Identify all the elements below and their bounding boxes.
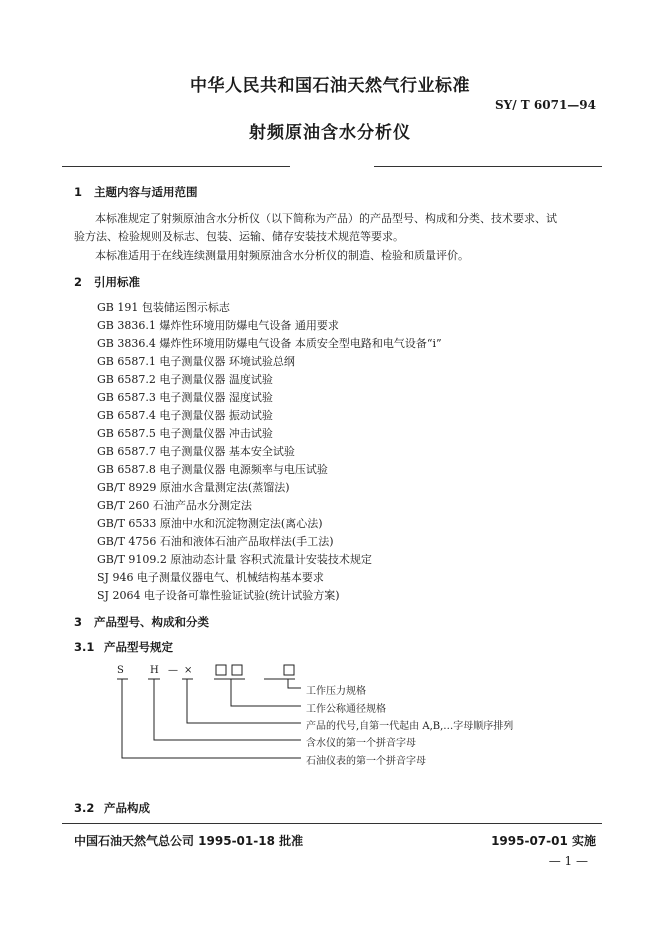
code-letter-h: H — [150, 665, 159, 676]
code-box — [216, 665, 226, 675]
reference-item: GB 6587.5 电子测量仪器 冲击试验 — [97, 427, 273, 440]
label-petroleum-instrument-letter: 石油仪表的第一个拼音字母 — [306, 756, 426, 767]
section-1-para-1-line-1: 本标准规定了射频原油含水分析仪（以下简称为产品）的产品型号、构成和分类、技术要求、试 — [95, 212, 557, 225]
reference-item: GB 3836.4 爆炸性环境用防爆电气设备 本质安全型电路和电气设备“i” — [97, 337, 442, 350]
section-3-2-heading: 3.2 产品构成 — [74, 801, 150, 815]
reference-item: GB 6587.2 电子测量仪器 温度试验 — [97, 373, 273, 386]
label-nominal-diameter: 工作公称通径规格 — [306, 704, 386, 715]
label-product-generation: 产品的代号,自第一代起由 A,B,…字母顺序排列 — [306, 721, 514, 732]
section-1-para-2: 本标准适用于在线连续测量用射频原油含水分析仪的制造、检验和质量评价。 — [95, 249, 469, 262]
reference-item: SJ 2064 电子设备可靠性验证试验(统计试验方案) — [97, 589, 340, 602]
approval-date: 中国石油天然气总公司 1995-01-18 批准 — [74, 834, 304, 848]
label-water-cut-letter: 含水仪的第一个拼音字母 — [306, 738, 416, 749]
reference-item: GB 6587.4 电子测量仪器 振动试验 — [97, 409, 273, 422]
code-x: × — [184, 665, 193, 676]
page-number: — 1 — — [548, 854, 588, 868]
document-title: 射频原油含水分析仪 — [249, 123, 411, 143]
org-title: 中华人民共和国石油天然气行业标准 — [190, 76, 470, 96]
label-working-pressure: 工作压力规格 — [306, 686, 366, 697]
reference-item: GB 6587.8 电子测量仪器 电源频率与电压试验 — [97, 463, 328, 476]
code-dash: — — [168, 665, 178, 676]
code-box — [284, 665, 294, 675]
reference-item: SJ 946 电子测量仪器电气、机械结构基本要求 — [97, 571, 324, 584]
reference-item: GB 191 包装储运图示标志 — [97, 301, 230, 314]
reference-item: GB 6587.1 电子测量仪器 环境试验总纲 — [97, 355, 295, 368]
reference-item: GB/T 4756 石油和液体石油产品取样法(手工法) — [97, 535, 334, 548]
section-3-heading: 3 产品型号、构成和分类 — [74, 615, 209, 629]
section-3-1-heading: 3.1 产品型号规定 — [74, 640, 173, 654]
reference-item: GB/T 260 石油产品水分测定法 — [97, 499, 252, 512]
reference-item: GB 6587.3 电子测量仪器 湿度试验 — [97, 391, 273, 404]
implementation-date: 1995-07-01 实施 — [491, 834, 596, 848]
section-1-heading: 1 主题内容与适用范围 — [74, 185, 198, 199]
reference-item: GB/T 8929 原油水含量测定法(蒸馏法) — [97, 481, 290, 494]
section-2-heading: 2 引用标准 — [74, 275, 140, 289]
reference-item: GB 3836.1 爆炸性环境用防爆电气设备 通用要求 — [97, 319, 339, 332]
reference-item: GB/T 9109.2 原油动态计量 容积式流量计安装技术规定 — [97, 553, 372, 566]
code-letter-s: S — [117, 665, 124, 676]
section-1-para-1-line-2: 验方法、检验规则及标志、包装、运输、储存安装技术规范等要求。 — [74, 230, 404, 243]
standard-number: SY/ T 6071—94 — [495, 98, 596, 112]
footer-rule — [62, 823, 602, 824]
reference-item: GB 6587.7 电子测量仪器 基本安全试验 — [97, 445, 295, 458]
reference-item: GB/T 6533 原油中水和沉淀物测定法(离心法) — [97, 517, 323, 530]
code-box — [232, 665, 242, 675]
